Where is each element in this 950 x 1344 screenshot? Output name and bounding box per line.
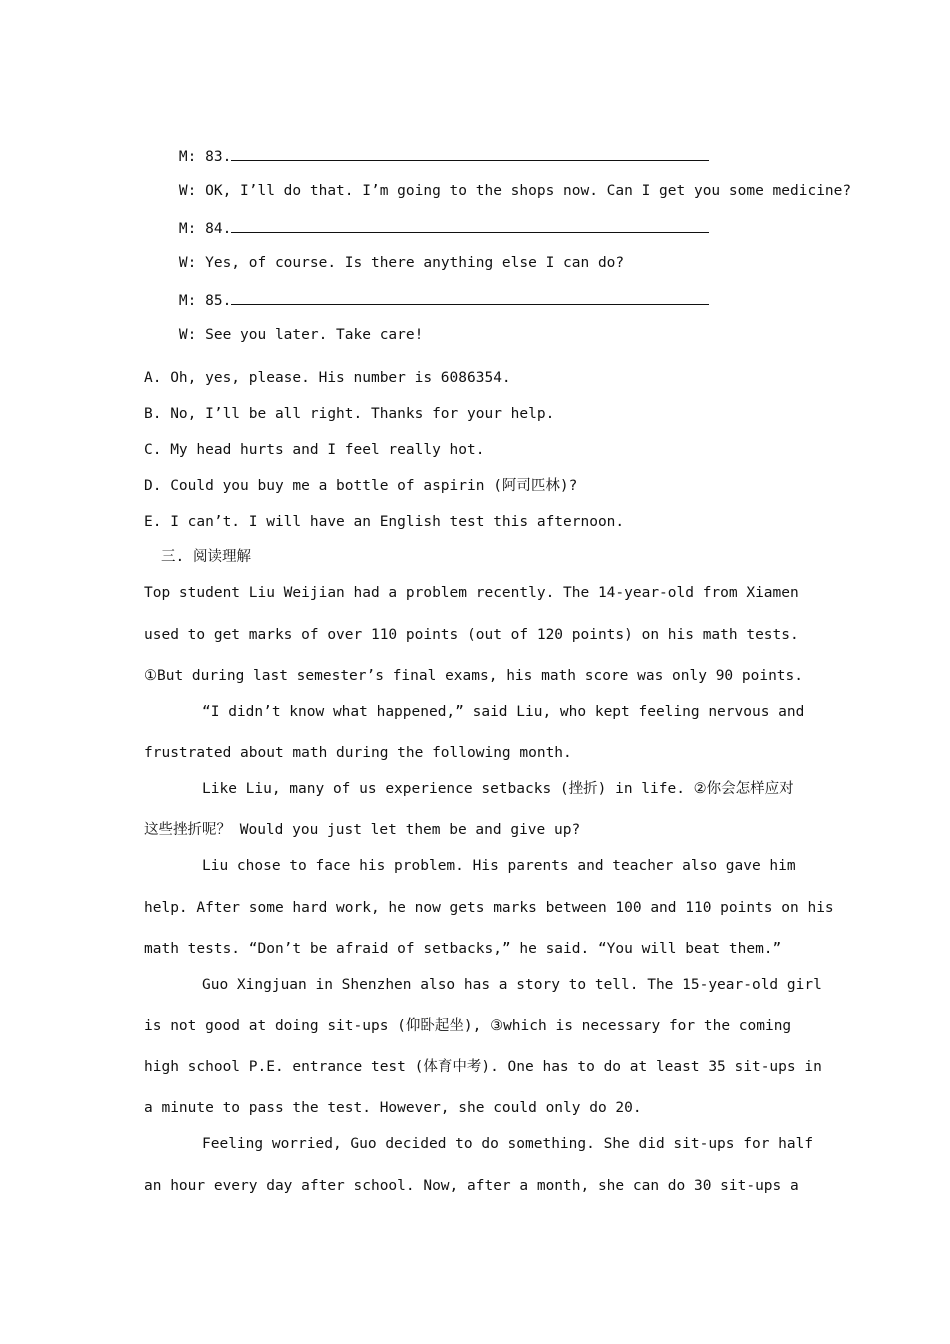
option-c: C. My head hurts and I feel really hot. [144, 442, 485, 458]
passage-line: 这些挫折呢？ Would you just let them be and give up? [144, 822, 581, 838]
dialogue-text: W: See you later. Take care! [178, 327, 424, 343]
option-d: D. Could you buy me a bottle of aspirin (阿司匹林)? [144, 478, 578, 494]
passage-line: frustrated about math during the following month. [144, 745, 572, 761]
dialogue-text: M: 85. [178, 293, 232, 309]
passage-line: Feeling worried, Guo decided to do something. She did sit-ups for half [202, 1136, 814, 1152]
passage-line: Like Liu, many of us experience setbacks (挫折) in life. ②你会怎样应对 [202, 781, 794, 797]
passage-line: ①But during last semester’s final exams, his math score was only 90 points. [144, 668, 803, 684]
passage-line: “I didn’t know what happened,” said Liu, who kept feeling nervous and [202, 704, 805, 720]
dialogue-text: M: 84. [178, 221, 232, 237]
passage-line: Top student Liu Weijian had a problem recently. The 14-year-old from Xiamen [144, 585, 799, 601]
passage-line: a minute to pass the test. However, she could only do 20. [144, 1100, 642, 1116]
option-a: A. Oh, yes, please. His number is 6086354. [144, 370, 511, 386]
passage-line: used to get marks of over 110 points (out of 120 points) on his math tests. [144, 627, 799, 643]
passage-line: Liu chose to face his problem. His parents and teacher also gave him [202, 858, 796, 874]
passage-line: high school P.E. entrance test (体育中考). One has to do at least 35 sit-ups in [144, 1059, 822, 1075]
option-e: E. I can’t. I will have an English test this afternoon. [144, 514, 625, 530]
passage-line: help. After some hard work, he now gets marks between 100 and 110 points on his [144, 900, 834, 916]
dialogue-text: W: Yes, of course. Is there anything else I can do? [178, 255, 625, 271]
option-b: B. No, I’ll be all right. Thanks for your help. [144, 406, 555, 422]
dialogue-line-w3 [144, 308, 423, 362]
dialogue-text: M: 83. [178, 149, 232, 165]
answer-blank-83[interactable] [231, 146, 709, 161]
section-heading: 三. 阅读理解 [161, 549, 251, 565]
answer-blank-85[interactable] [231, 290, 709, 305]
answer-blank-84[interactable] [231, 218, 709, 233]
passage-line: an hour every day after school. Now, after a month, she can do 30 sit-ups a [144, 1178, 799, 1194]
dialogue-text: W: OK, I’ll do that. I’m going to the shops now. Can I get you some medicine? [178, 183, 852, 199]
passage-line: math tests. “Don’t be afraid of setbacks,” he said. “You will beat them.” [144, 941, 782, 957]
passage-line: Guo Xingjuan in Shenzhen also has a story to tell. The 15-year-old girl [202, 977, 822, 993]
passage-line: is not good at doing sit-ups (仰卧起坐), ③which is necessary for the coming [144, 1018, 792, 1034]
